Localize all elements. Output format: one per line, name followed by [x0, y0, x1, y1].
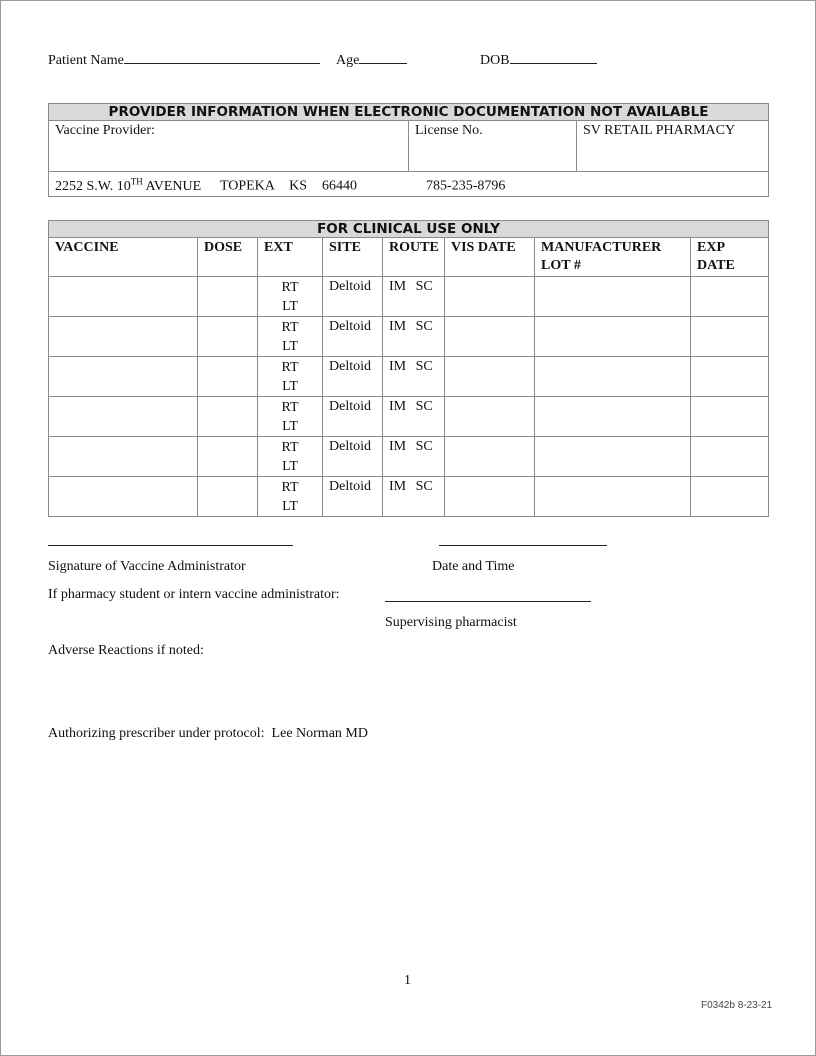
vaccine-cell[interactable]: [49, 357, 198, 397]
adverse-reactions-label: Adverse Reactions if noted:: [48, 643, 204, 658]
pharmacy-name: SV RETAIL PHARMACY: [583, 123, 736, 138]
address-street: 2252 S.W. 10TH AVENUE: [55, 176, 202, 194]
ext-rt-option: RT: [281, 440, 299, 455]
vaccine-cell[interactable]: [49, 277, 198, 317]
manufacturer-lot-cell[interactable]: [535, 277, 691, 317]
ext-lt-option: LT: [282, 339, 298, 354]
pharmacy-cell: [577, 121, 769, 172]
administrator-signature-label: Signature of Vaccine Administrator: [48, 559, 246, 574]
supervising-pharmacist-line[interactable]: [385, 601, 591, 602]
ext-lt-option: LT: [282, 499, 298, 514]
col-vaccine-header: VACCINE: [49, 238, 198, 277]
dose-cell[interactable]: [198, 437, 258, 477]
phone-number: 785-235-8796: [426, 178, 506, 194]
ext-rt-option: RT: [281, 360, 299, 375]
route-cell[interactable]: IM SC: [383, 397, 445, 437]
site-cell[interactable]: Deltoid: [323, 397, 383, 437]
exp-date-cell[interactable]: [691, 317, 769, 357]
date-time-line[interactable]: [439, 545, 607, 546]
dose-cell[interactable]: [198, 397, 258, 437]
table-row: [49, 437, 769, 477]
vaccine-provider-label: Vaccine Provider:: [55, 123, 155, 138]
dob-label: DOB: [480, 53, 510, 68]
manufacturer-lot-cell[interactable]: [535, 477, 691, 517]
provider-table: [48, 103, 769, 197]
student-intern-label: If pharmacy student or intern vaccine administrator:: [48, 587, 340, 602]
vaccine-provider-cell[interactable]: [49, 121, 409, 172]
col-exp-date-header: EXP DATE: [691, 238, 769, 277]
col-vis-date-header: VIS DATE: [445, 238, 535, 277]
address-row: [49, 172, 769, 197]
ext-rt-option: RT: [281, 400, 299, 415]
vaccine-cell[interactable]: [49, 437, 198, 477]
manufacturer-lot-cell[interactable]: [535, 357, 691, 397]
ext-rt-option: RT: [281, 320, 299, 335]
prescriber-line: [48, 726, 368, 742]
age-line[interactable]: [359, 49, 407, 64]
supervising-pharmacist-label: Supervising pharmacist: [385, 615, 517, 630]
vaccine-cell[interactable]: [49, 477, 198, 517]
site-cell[interactable]: Deltoid: [323, 357, 383, 397]
vis-date-cell[interactable]: [445, 277, 535, 317]
vaccine-cell[interactable]: [49, 317, 198, 357]
address-zip: 66440: [322, 178, 358, 194]
administrator-signature-line[interactable]: [48, 545, 293, 546]
col-dose-header: DOSE: [198, 238, 258, 277]
exp-date-cell[interactable]: [691, 357, 769, 397]
col-manufacturer-lot-header: MANUFACTURER LOT #: [535, 238, 691, 277]
clinical-header-row: [49, 238, 769, 277]
dose-cell[interactable]: [198, 277, 258, 317]
clinical-table: [48, 220, 769, 517]
col-route-header: ROUTE: [383, 238, 445, 277]
age-field: [336, 49, 407, 69]
ext-rt-option: RT: [281, 480, 299, 495]
table-row: [49, 357, 769, 397]
dose-cell[interactable]: [198, 317, 258, 357]
prescriber-label: Authorizing prescriber under protocol:: [48, 726, 265, 741]
table-row: [49, 317, 769, 357]
provider-band-title: PROVIDER INFORMATION WHEN ELECTRONIC DOCUMENTATION NOT AVAILABLE: [49, 104, 769, 121]
ext-cell[interactable]: [258, 317, 323, 357]
patient-name-line[interactable]: [124, 49, 320, 64]
vis-date-cell[interactable]: [445, 357, 535, 397]
vaccine-cell[interactable]: [49, 397, 198, 437]
ext-cell[interactable]: [258, 437, 323, 477]
patient-name-field: [48, 49, 320, 69]
site-cell[interactable]: Deltoid: [323, 437, 383, 477]
table-row: [49, 397, 769, 437]
exp-date-cell[interactable]: [691, 277, 769, 317]
ext-lt-option: LT: [282, 459, 298, 474]
address-state: KS: [289, 178, 308, 194]
exp-date-cell[interactable]: [691, 397, 769, 437]
ext-lt-option: LT: [282, 299, 298, 314]
ext-rt-option: RT: [281, 280, 299, 295]
dose-cell[interactable]: [198, 357, 258, 397]
vis-date-cell[interactable]: [445, 317, 535, 357]
col-ext-header: EXT: [258, 238, 323, 277]
date-time-label: Date and Time: [432, 559, 515, 574]
form-code: F0342b 8-23-21: [701, 1000, 773, 1011]
dose-cell[interactable]: [198, 477, 258, 517]
site-cell[interactable]: Deltoid: [323, 277, 383, 317]
prescriber-name: Lee Norman MD: [271, 726, 368, 741]
col-site-header: SITE: [323, 238, 383, 277]
ext-cell[interactable]: [258, 357, 323, 397]
age-label: Age: [336, 53, 360, 68]
ext-cell[interactable]: [258, 397, 323, 437]
route-cell[interactable]: IM SC: [383, 357, 445, 397]
vis-date-cell[interactable]: [445, 477, 535, 517]
route-cell[interactable]: IM SC: [383, 437, 445, 477]
ext-lt-option: LT: [282, 379, 298, 394]
ext-cell[interactable]: [258, 477, 323, 517]
manufacturer-lot-cell[interactable]: [535, 317, 691, 357]
route-cell[interactable]: IM SC: [383, 477, 445, 517]
patient-name-label: Patient Name: [48, 53, 124, 68]
route-cell[interactable]: IM SC: [383, 277, 445, 317]
route-cell[interactable]: IM SC: [383, 317, 445, 357]
clinical-band-title: FOR CLINICAL USE ONLY: [49, 221, 769, 238]
manufacturer-lot-cell[interactable]: [535, 437, 691, 477]
license-label: License No.: [415, 123, 483, 138]
table-row: [49, 277, 769, 317]
manufacturer-lot-cell[interactable]: [535, 397, 691, 437]
exp-date-cell[interactable]: [691, 477, 769, 517]
site-cell[interactable]: Deltoid: [323, 477, 383, 517]
ext-cell[interactable]: [258, 277, 323, 317]
page-number: 1: [404, 973, 411, 988]
exp-date-cell[interactable]: [691, 437, 769, 477]
site-cell[interactable]: Deltoid: [323, 317, 383, 357]
vis-date-cell[interactable]: [445, 397, 535, 437]
dob-line[interactable]: [510, 49, 597, 64]
table-row: [49, 477, 769, 517]
ext-lt-option: LT: [282, 419, 298, 434]
license-cell[interactable]: [409, 121, 577, 172]
address-city: TOPEKA: [219, 178, 275, 194]
dob-field: [480, 49, 597, 69]
vis-date-cell[interactable]: [445, 437, 535, 477]
